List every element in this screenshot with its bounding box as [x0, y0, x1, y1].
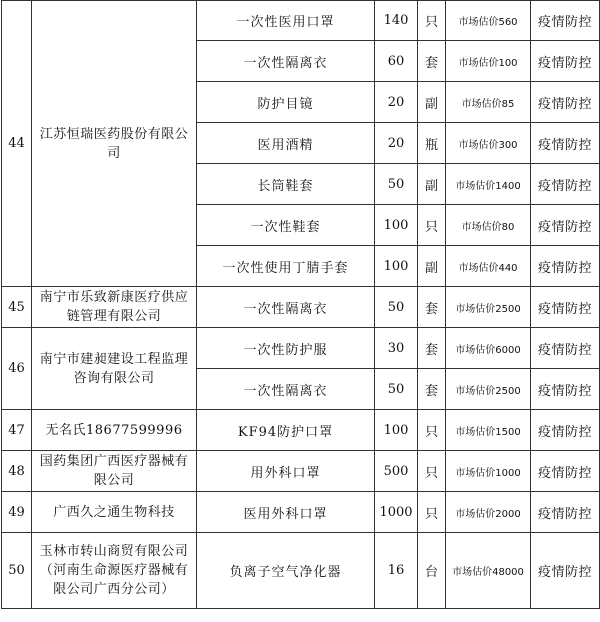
- donor-name: 国药集团广西医疗器械有限公司: [32, 451, 197, 492]
- unit: 只: [418, 451, 446, 492]
- item-name: 负离子空气净化器: [197, 533, 375, 609]
- donor-name: 江苏恒瑞医药股份有限公司: [32, 1, 197, 287]
- unit: 套: [418, 369, 446, 410]
- quantity: 140: [375, 1, 418, 41]
- table-row: [2, 451, 600, 492]
- quantity: 16: [375, 533, 418, 609]
- item-name: 长筒鞋套: [197, 164, 375, 205]
- table-row: [2, 328, 600, 369]
- quantity: 50: [375, 164, 418, 205]
- donor-name: 南宁市乐致新康医疗供应链管理有限公司: [32, 287, 197, 328]
- item-name: 一次性使用丁腈手套: [197, 246, 375, 287]
- unit: 套: [418, 287, 446, 328]
- unit: 副: [418, 82, 446, 123]
- row-number: 47: [2, 410, 32, 451]
- item-name: 用外科口罩: [197, 451, 375, 492]
- purpose: 疫情防控: [531, 205, 600, 246]
- quantity: 30: [375, 328, 418, 369]
- quantity: 100: [375, 205, 418, 246]
- estimated-value: 市场估价300: [446, 123, 531, 164]
- item-name: 一次性鞋套: [197, 205, 375, 246]
- purpose: 疫情防控: [531, 369, 600, 410]
- estimated-value: 市场估价440: [446, 246, 531, 287]
- unit: 套: [418, 328, 446, 369]
- purpose: 疫情防控: [531, 82, 600, 123]
- unit: 只: [418, 205, 446, 246]
- item-name: KF94防护口罩: [197, 410, 375, 451]
- estimated-value: 市场估价1000: [446, 451, 531, 492]
- item-name: 一次性隔离衣: [197, 287, 375, 328]
- estimated-value: 市场估价2500: [446, 287, 531, 328]
- purpose: 疫情防控: [531, 533, 600, 609]
- purpose: 疫情防控: [531, 1, 600, 41]
- estimated-value: 市场估价1500: [446, 410, 531, 451]
- purpose: 疫情防控: [531, 410, 600, 451]
- row-number: 49: [2, 492, 32, 533]
- estimated-value: 市场估价2000: [446, 492, 531, 533]
- row-number: 50: [2, 533, 32, 609]
- estimated-value: 市场估价85: [446, 82, 531, 123]
- table-row: [2, 410, 600, 451]
- item-name: 医用酒精: [197, 123, 375, 164]
- purpose: 疫情防控: [531, 328, 600, 369]
- estimated-value: 市场估价100: [446, 41, 531, 82]
- table-row: [2, 533, 600, 609]
- item-name: 防护目镜: [197, 82, 375, 123]
- unit: 瓶: [418, 123, 446, 164]
- estimated-value: 市场估价1400: [446, 164, 531, 205]
- item-name: 一次性隔离衣: [197, 41, 375, 82]
- unit: 套: [418, 41, 446, 82]
- unit: 台: [418, 533, 446, 609]
- quantity: 100: [375, 410, 418, 451]
- estimated-value: 市场估价80: [446, 205, 531, 246]
- quantity: 60: [375, 41, 418, 82]
- item-name: 一次性医用口罩: [197, 1, 375, 41]
- quantity: 20: [375, 123, 418, 164]
- quantity: 1000: [375, 492, 418, 533]
- donor-name: 玉林市转山商贸有限公司（河南生命源医疗器械有限公司广西分公司）: [32, 533, 197, 609]
- donor-name: 无名氏18677599996: [32, 410, 197, 451]
- table-row: [2, 492, 600, 533]
- estimated-value: 市场估价48000: [446, 533, 531, 609]
- table-row: [2, 1, 600, 41]
- row-number: 44: [2, 1, 32, 287]
- row-number: 48: [2, 451, 32, 492]
- purpose: 疫情防控: [531, 287, 600, 328]
- quantity: 20: [375, 82, 418, 123]
- donor-name: 广西久之通生物科技: [32, 492, 197, 533]
- donation-table: [1, 0, 600, 609]
- unit: 副: [418, 164, 446, 205]
- item-name: 一次性防护服: [197, 328, 375, 369]
- estimated-value: 市场估价560: [446, 1, 531, 41]
- quantity: 100: [375, 246, 418, 287]
- purpose: 疫情防控: [531, 451, 600, 492]
- purpose: 疫情防控: [531, 41, 600, 82]
- unit: 只: [418, 492, 446, 533]
- estimated-value: 市场估价6000: [446, 328, 531, 369]
- purpose: 疫情防控: [531, 246, 600, 287]
- quantity: 500: [375, 451, 418, 492]
- table-row: [2, 287, 600, 328]
- unit: 只: [418, 1, 446, 41]
- row-number: 45: [2, 287, 32, 328]
- item-name: 一次性隔离衣: [197, 369, 375, 410]
- purpose: 疫情防控: [531, 164, 600, 205]
- purpose: 疫情防控: [531, 492, 600, 533]
- quantity: 50: [375, 369, 418, 410]
- donor-name: 南宁市建昶建设工程监理咨询有限公司: [32, 328, 197, 410]
- row-number: 46: [2, 328, 32, 410]
- unit: 只: [418, 410, 446, 451]
- purpose: 疫情防控: [531, 123, 600, 164]
- estimated-value: 市场估价2500: [446, 369, 531, 410]
- unit: 副: [418, 246, 446, 287]
- item-name: 医用外科口罩: [197, 492, 375, 533]
- quantity: 50: [375, 287, 418, 328]
